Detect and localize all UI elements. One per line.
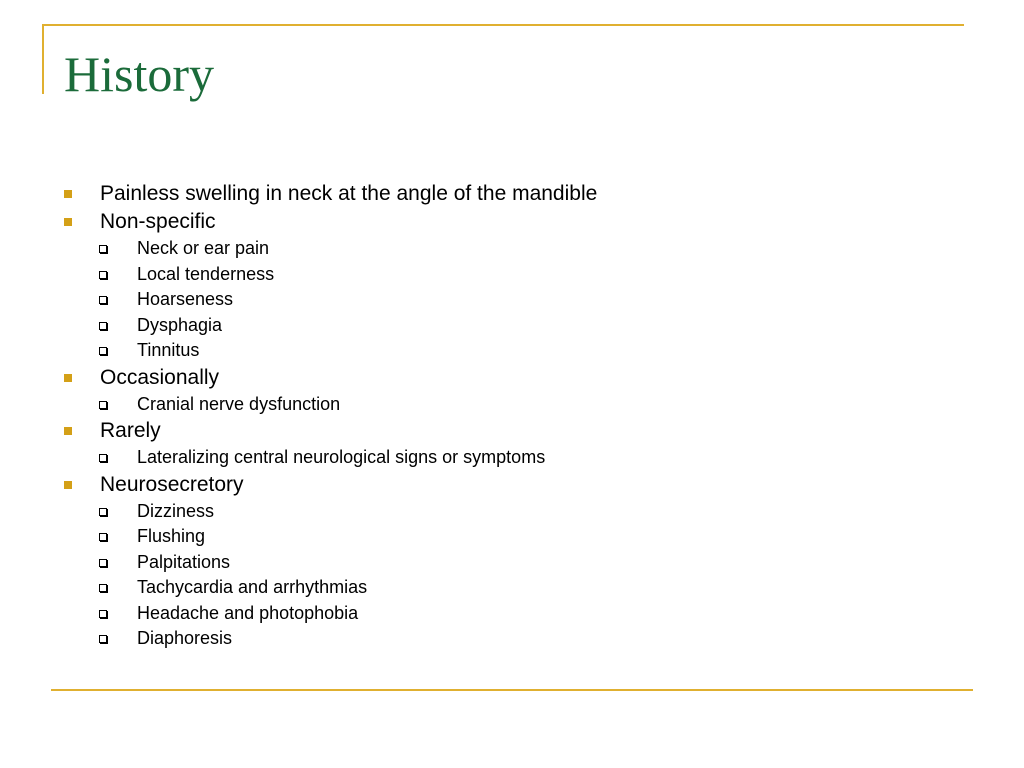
hollow-square-bullet-icon [99,508,107,516]
slide-title: History [64,46,214,102]
sub-bullet-item [62,626,962,652]
sub-bullet-item-text: Neck or ear pain [137,238,270,258]
square-bullet-icon [64,190,72,198]
hollow-square-bullet-icon [99,271,107,279]
bullet-list [62,180,962,652]
square-bullet-icon [64,427,72,435]
sub-bullet-item-text: Cranial nerve dysfunction [137,393,341,414]
bullet-item-text: Occasionally [100,365,220,389]
bullet-item-text: Rarely [100,419,161,442]
bullet-item-text: Neurosecretory [100,472,244,496]
sub-bullet-item-text: Palpitations [137,551,231,572]
hollow-square-bullet-icon [99,454,107,462]
sub-bullet-item-text: Dysphagia [137,314,223,335]
sub-bullet-item [62,313,962,339]
square-bullet-icon [64,481,72,489]
hollow-square-bullet-icon [99,296,107,304]
square-bullet-icon [64,374,72,382]
sub-bullet-item-text: Headache and photophobia [137,602,359,623]
top-accent-line [42,24,964,26]
hollow-square-bullet-icon [99,584,107,592]
hollow-square-bullet-icon [99,533,107,541]
sub-bullet-item-text: Lateralizing central neurological signs or symptoms [137,447,546,467]
bullet-item-text: Non-specific [100,210,216,233]
sub-bullet-item [62,575,962,601]
hollow-square-bullet-icon [99,347,107,355]
sub-bullet-item-text: Local tenderness [137,263,275,284]
hollow-square-bullet-icon [99,559,107,567]
sub-bullet-item-text: Tinnitus [137,340,200,360]
bullet-item [62,471,962,499]
bullet-item [62,364,962,392]
sub-bullet-item [62,524,962,550]
hollow-square-bullet-icon [99,635,107,643]
sub-bullet-item [62,338,962,364]
hollow-square-bullet-icon [99,401,107,409]
sub-bullet-item [62,287,962,313]
sub-bullet-item [62,601,962,627]
bullet-item [62,417,962,445]
sub-bullet-item [62,445,962,471]
left-accent-line [42,24,44,94]
sub-bullet-list [62,236,962,364]
sub-bullet-item-text: Flushing [137,526,206,546]
sub-bullet-item [62,550,962,576]
sub-bullet-list [62,445,962,471]
sub-bullet-item [62,392,962,418]
sub-bullet-list [62,392,962,418]
hollow-square-bullet-icon [99,245,107,253]
bullet-item [62,180,962,208]
sub-bullet-item-text: Tachycardia and arrhythmias [137,577,368,597]
hollow-square-bullet-icon [99,322,107,330]
hollow-square-bullet-icon [99,610,107,618]
sub-bullet-item-text: Dizziness [137,500,215,521]
sub-bullet-item-text: Diaphoresis [137,628,233,648]
sub-bullet-list [62,499,962,652]
sub-bullet-item [62,236,962,262]
sub-bullet-item [62,262,962,288]
bullet-item-text: Painless swelling in neck at the angle of the mandible [100,182,598,205]
bottom-accent-line [51,689,973,691]
square-bullet-icon [64,218,72,226]
sub-bullet-item-text: Hoarseness [137,289,234,309]
sub-bullet-item [62,499,962,525]
bullet-item [62,208,962,236]
